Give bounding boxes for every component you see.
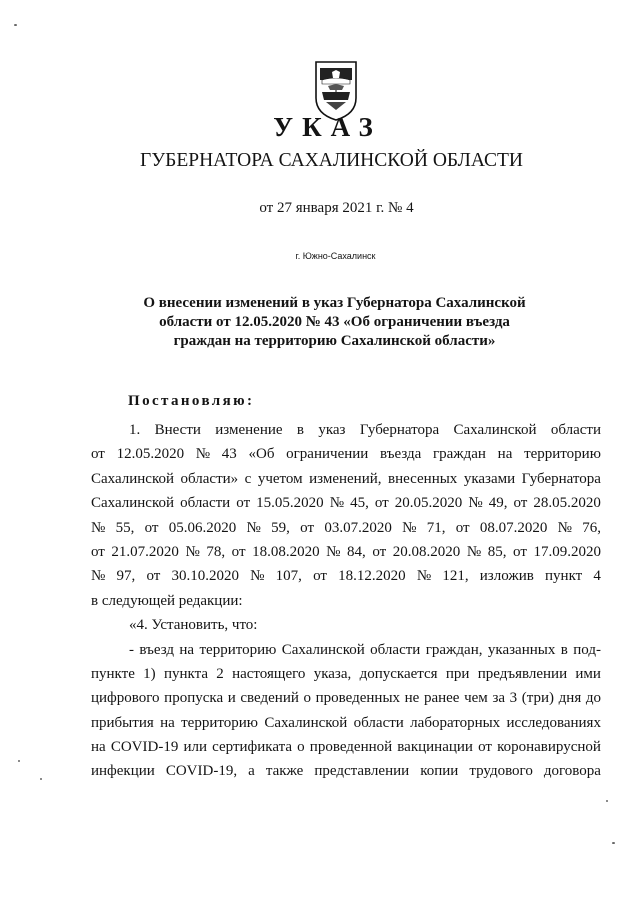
text-line <box>91 467 601 491</box>
word: изменение <box>215 422 283 438</box>
word: области <box>180 495 231 512</box>
word: 78, <box>206 543 226 560</box>
word: в <box>296 422 304 438</box>
word: области <box>353 714 404 731</box>
word: вакцинации <box>397 739 473 756</box>
word: № <box>329 495 345 512</box>
heading-line: О внесении изменений в указ Губернатора Сахалинской <box>143 295 526 311</box>
document-body <box>91 418 601 784</box>
word: трудового <box>469 763 533 780</box>
word: на <box>497 446 513 463</box>
word: 76, <box>582 519 601 536</box>
word: Сахалинской <box>453 422 537 438</box>
word: Губернатора <box>521 470 601 487</box>
word: въезд <box>139 641 174 658</box>
word: 97, <box>116 568 136 585</box>
word: сведений <box>240 690 299 707</box>
scan-speck <box>612 842 615 844</box>
word: изменений, <box>309 470 382 487</box>
heading-line: области от 12.05.2020 № 43 «Об ограничении въезда <box>159 314 510 330</box>
text-line <box>91 564 601 588</box>
word: 05.06.2020 <box>168 519 237 536</box>
word: территорию <box>524 446 601 463</box>
word: 03.07.2020 <box>324 519 392 536</box>
word: также <box>265 763 304 780</box>
text-line <box>91 711 601 735</box>
word: 59, <box>271 519 290 536</box>
word: 12.05.2020 <box>116 446 185 463</box>
text-line <box>91 759 601 783</box>
text-line <box>91 516 601 540</box>
word: 84, <box>347 543 366 560</box>
document-title: УКАЗ <box>273 112 382 142</box>
word: 20.08.2020 <box>392 543 461 560</box>
word: настоящего <box>232 665 306 682</box>
word: на <box>179 641 195 658</box>
paragraph-3 <box>91 638 601 784</box>
word: пункте <box>91 665 135 682</box>
word: при <box>445 665 470 682</box>
word: 17.09.2020 <box>533 543 601 560</box>
word: № <box>416 568 432 585</box>
word: сертификата <box>212 739 293 756</box>
word: а <box>248 763 255 780</box>
word: в <box>560 641 568 658</box>
word: 2 <box>216 665 224 682</box>
scan-speck <box>18 760 20 762</box>
word: от <box>513 495 528 512</box>
word: 21.07.2020 <box>111 543 179 560</box>
word: № <box>195 446 211 463</box>
word: от <box>144 519 159 536</box>
word: указанных <box>487 641 556 658</box>
word: проведенной <box>309 739 393 756</box>
word: (три) <box>521 690 555 707</box>
word: дня <box>558 690 582 707</box>
word: от <box>513 543 527 560</box>
word: или <box>183 739 208 756</box>
word: области» <box>180 470 239 487</box>
word: 71, <box>426 519 446 536</box>
word: до <box>585 690 601 707</box>
word: о <box>297 739 305 756</box>
word: 08.07.2020 <box>479 519 548 536</box>
word: от <box>231 543 246 560</box>
word: 85, <box>487 543 507 560</box>
word: указ <box>318 422 346 438</box>
word: от <box>236 495 251 512</box>
word: № <box>91 519 106 536</box>
word: ограничении <box>286 446 369 463</box>
word: от <box>91 446 105 463</box>
word: 20.05.2020 <box>394 495 463 512</box>
word: области <box>550 422 601 438</box>
word: 15.05.2020 <box>256 495 324 512</box>
word: территорию <box>199 641 277 658</box>
word: 28.05.2020 <box>533 495 601 512</box>
word: № <box>402 519 417 536</box>
word: исследованиях <box>506 714 601 731</box>
word: Сахалинской <box>91 470 175 487</box>
word: пункт <box>545 568 583 585</box>
word: COVID-19 <box>110 739 179 756</box>
word: от <box>455 519 470 536</box>
word: Сахалинской <box>281 641 365 658</box>
word: Сахалинской <box>264 714 348 731</box>
word: 45, <box>350 495 369 512</box>
word: граждан <box>432 446 486 463</box>
word: от <box>478 739 492 756</box>
word: № <box>468 495 483 512</box>
scan-speck <box>14 24 17 26</box>
word: № <box>250 568 265 585</box>
text-line <box>91 491 601 515</box>
word: № <box>557 519 572 536</box>
word: инфекции <box>91 763 155 780</box>
word: 121, <box>442 568 469 585</box>
word: указа, <box>313 665 352 682</box>
word: лабораторных <box>410 714 501 731</box>
paragraph-2: «4. Установить, что: <box>129 617 258 634</box>
heading-line: граждан на территорию Сахалинской области» <box>173 333 496 349</box>
word: территорию <box>181 714 258 731</box>
word: за <box>492 690 506 707</box>
word: Внести <box>154 422 201 438</box>
word: пропуска <box>164 690 224 707</box>
word: 4 <box>593 568 601 585</box>
word: Губернатора <box>359 422 440 438</box>
word: COVID-19, <box>165 763 238 780</box>
word: от <box>146 568 161 585</box>
word: № <box>185 543 200 560</box>
word: № <box>246 519 261 536</box>
word: 18.08.2020 <box>252 543 320 560</box>
word: под- <box>573 641 601 658</box>
text-line: в следующей редакции: <box>91 592 243 609</box>
text-line <box>91 418 601 442</box>
scan-speck <box>606 800 608 802</box>
word: изложив <box>479 568 534 585</box>
word: 55, <box>115 519 135 536</box>
word: 49, <box>488 495 508 512</box>
resolves-label: Постановляю: <box>128 393 255 409</box>
word: от <box>372 543 387 560</box>
word: проведенных <box>315 690 401 707</box>
word: 1) <box>143 665 156 682</box>
word: области <box>370 641 421 658</box>
word: внесенных <box>388 470 458 487</box>
text-line <box>91 638 601 662</box>
text-line <box>91 686 601 710</box>
word: въезда <box>380 446 422 463</box>
document-city: г. Южно-Сахалинск <box>295 251 376 261</box>
word: коронавирусной <box>497 739 601 756</box>
word: учетом <box>257 470 303 487</box>
word: указами <box>463 470 516 487</box>
word: представлении <box>314 763 410 780</box>
text-line <box>91 442 601 466</box>
document-heading <box>0 294 635 351</box>
word: и <box>227 690 236 707</box>
word: на <box>91 739 106 756</box>
word: № <box>91 568 106 585</box>
word: 30.10.2020 <box>171 568 239 585</box>
scan-speck <box>40 778 42 780</box>
paragraph-1 <box>91 418 601 613</box>
word: на <box>160 714 175 731</box>
word: граждан, <box>425 641 483 658</box>
word: № <box>466 543 482 560</box>
word: договора <box>543 763 601 780</box>
word: от <box>91 543 105 560</box>
word: предъявлении <box>477 665 568 682</box>
word: 43 <box>221 446 237 463</box>
word: чем <box>464 690 488 707</box>
word: от <box>374 495 389 512</box>
word: цифрового <box>91 690 160 707</box>
word: пункта <box>163 665 208 682</box>
word: 18.12.2020 <box>338 568 406 585</box>
text-line <box>91 735 601 759</box>
text-line <box>91 662 601 686</box>
word: от <box>313 568 327 585</box>
document-subtitle: ГУБЕРНАТОРА САХАЛИНСКОЙ ОБЛАСТИ <box>140 150 523 171</box>
word: Сахалинской <box>91 495 175 512</box>
word: ими <box>575 665 601 682</box>
word: с <box>244 470 252 487</box>
word: 3 <box>509 690 518 707</box>
text-line <box>91 540 601 564</box>
word: «Об <box>248 446 275 463</box>
word: 107, <box>275 568 302 585</box>
word: - <box>129 641 134 658</box>
word: 1. <box>129 422 141 438</box>
word: № <box>326 543 341 560</box>
word: копии <box>420 763 459 780</box>
word: допускается <box>359 665 438 682</box>
word: о <box>303 690 311 707</box>
word: ранее <box>423 690 460 707</box>
word: не <box>404 690 420 707</box>
document-date: от 27 января 2021 г. № 4 <box>259 200 414 216</box>
word: от <box>300 519 315 536</box>
word: прибытия <box>91 714 154 731</box>
